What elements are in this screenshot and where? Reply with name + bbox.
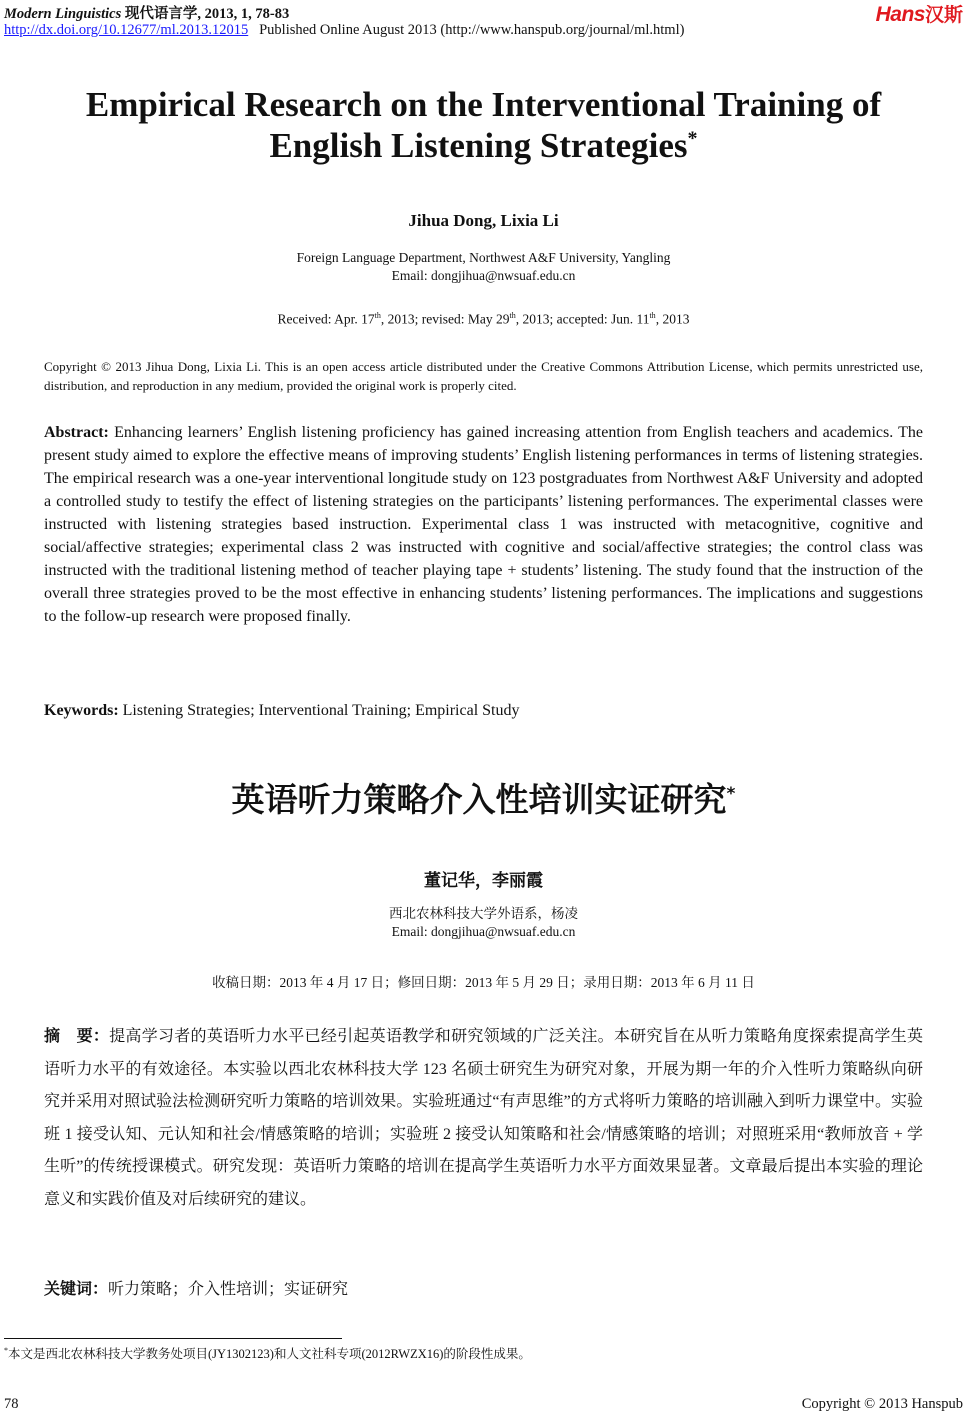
abstract-text: Enhancing learners’ English listening proficiency has gained increasing attention from English teachers and academics. The present study aimed to explore the effective means of improving students’ English listening performances in terms of listening strategies. The empirical research was a one-year interventional longitude study on 123 postgraduates from Northwest A&F University and adopted a controlled study to testify the effect of listening strategies on the participants’ listening performances. The experimental classes were instructed with listening strategies based instruction. Experimental class 1 was instructed with metacognitive, cognitive and social/affective strategies; experimental class 2 was instructed with cognitive and social/affective strategies; the control class was instructed with the traditional listening method of teacher playing tape + students’ listening. The study found that the instruction of the overall three strategies proved to be the most effective in enhancing students’ listening performances. The implications and suggestions to the follow-up research were proposed finally. — [44, 424, 924, 625]
chinese-abstract-label: 摘 要： — [44, 1026, 110, 1045]
footnote-text: 本文是西北农林科技大学教务处项目(JY1302123)和人文社科专项(2012RWZX16)的阶段性成果。 — [8, 1347, 531, 1361]
keywords — [44, 702, 923, 720]
chinese-title-footnote-marker: * — [726, 784, 736, 804]
footnote-divider — [4, 1338, 342, 1339]
ordinal-suffix: th — [374, 311, 381, 320]
footer-copyright: Copyright © 2013 Hanspub — [801, 1396, 963, 1412]
page-number: 78 — [4, 1396, 19, 1412]
paper-title — [0, 84, 967, 166]
publication-line — [4, 22, 684, 39]
logo-cn: 汉斯 — [924, 5, 963, 26]
ordinal-suffix: th — [509, 311, 516, 320]
ordinal-suffix: th — [649, 311, 656, 320]
chinese-authors: 董记华，李丽霞 — [424, 871, 543, 890]
doi-link[interactable]: http://dx.doi.org/10.12677/ml.2013.12015 — [4, 22, 249, 38]
chinese-abstract-text: 提高学习者的英语听力水平已经引起英语教学和研究领域的广泛关注。本研究旨在从听力策略角度探索提高学生英语听力水平的有效途径。本实验以西北农林科技大学 123 名硕士研究生为研究对象，开展为期一年的介入性听力策略纵向研究并采用对照试验法检测研究听力策略的培训效果。实验班通过“有声思维”的方式将听力策略的培训融入到听力课堂中。实验班 1 接受认知、元认知和社会/情感策略的培训；实验班 2 接受认知策略和社会/情感策略的培训；对照班采用“教师放音 + 学生听”的传统授课模式。研究发现：英语听力策略的培训在提高学生英语听力水平方面效果显著。文章最后提出本实验的理论意义和实践价值及对后续研究的建议。 — [44, 1028, 923, 1208]
keywords-text: Listening Strategies; Interventional Training; Empirical Study — [122, 702, 520, 719]
chinese-received-dates: 收稿日期：2013 年 4 月 17 日；修回日期：2013 年 5 月 29 日；录用日期：2013 年 6 月 11 日 — [212, 975, 755, 990]
journal-name-cn: 现代语言学 — [124, 6, 198, 22]
affiliation-block — [0, 249, 967, 285]
logo-latin: Hans — [875, 3, 925, 26]
chinese-keywords-label: 关键词： — [44, 1279, 109, 1298]
title-line-1: Empirical Research on the Interventional Training of — [85, 85, 882, 124]
footnote — [4, 1344, 531, 1362]
received-date: Received: Apr. 17 — [277, 311, 375, 327]
copyright-notice: Copyright © 2013 Jihua Dong, Lixia Li. This is an open access article distributed under the Creative Commons Attribution License, which permits unrestricted use, distribution, and reproduction in any medium, provided the original work is properly cited. — [44, 359, 923, 393]
chinese-affiliation: 西北农林科技大学外语系，杨凌 — [389, 906, 578, 921]
footnote-marker: * — [4, 1345, 8, 1355]
abstract — [44, 421, 923, 628]
authors: Jihua Dong, Lixia Li — [408, 211, 559, 230]
accepted-year: , 2013 — [655, 311, 690, 327]
abstract-label: Abstract: — [44, 424, 109, 441]
email: Email: dongjihua@nwsuaf.edu.cn — [391, 268, 576, 283]
journal-name: Modern Linguistics — [4, 6, 122, 22]
received-dates — [0, 311, 967, 328]
chinese-keywords-text: 听力策略；介入性培训；实证研究 — [108, 1281, 349, 1298]
revised-date: , 2013; revised: May 29 — [380, 311, 510, 327]
hans-logo — [876, 0, 963, 27]
chinese-affiliation-block — [0, 905, 967, 941]
title-line-2: English Listening Strategies — [269, 126, 688, 165]
published-online: Published Online August 2013 (http://www.hanspub.org/journal/ml.html) — [259, 22, 685, 38]
citation-info: , 2013, 1, 78-83 — [197, 6, 290, 22]
chinese-title-text: 英语听力策略介入性培训实证研究 — [231, 780, 727, 819]
chinese-abstract — [44, 1020, 923, 1216]
chinese-title — [0, 774, 967, 821]
chinese-keywords — [44, 1276, 923, 1299]
title-footnote-marker: * — [687, 127, 698, 150]
journal-citation — [4, 2, 289, 23]
keywords-label: Keywords: — [44, 702, 119, 719]
chinese-email: Email: dongjihua@nwsuaf.edu.cn — [391, 924, 576, 939]
affiliation: Foreign Language Department, Northwest A&F University, Yangling — [296, 250, 671, 265]
accepted-date: , 2013; accepted: Jun. 11 — [515, 311, 650, 327]
